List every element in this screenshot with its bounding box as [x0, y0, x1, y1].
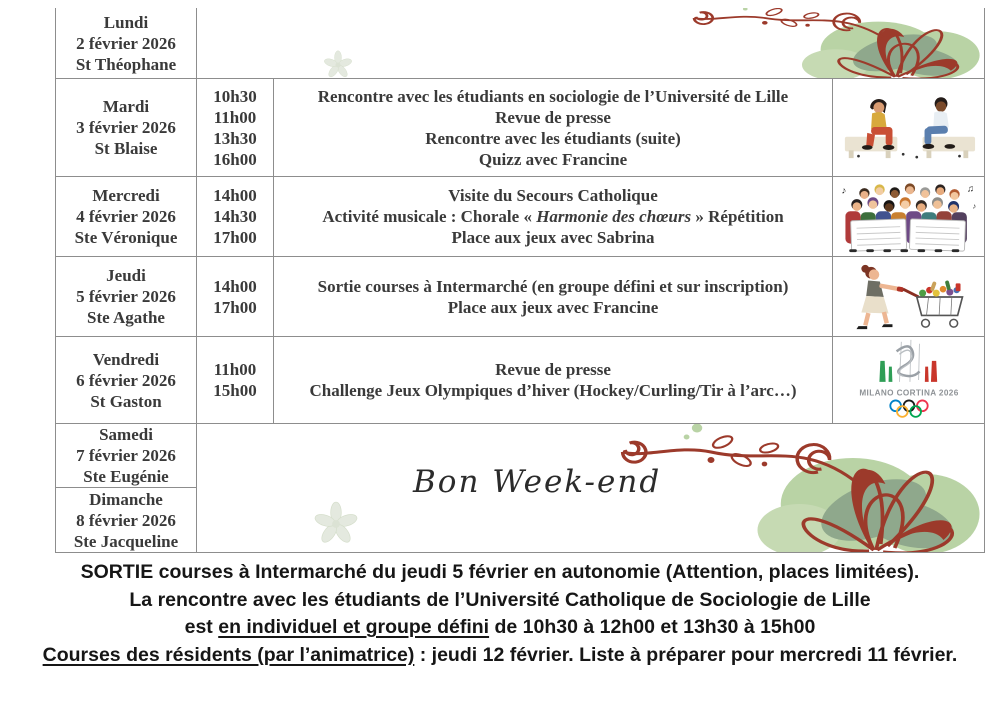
time: 14h00 [213, 276, 257, 296]
note-underlined-text: Courses des résidents (par l’animatrice) [42, 643, 415, 666]
day-cell [56, 424, 196, 488]
day-name: Dimanche [89, 489, 163, 509]
note-line-1: SORTIE courses à Intermarché du jeudi 5 février en autonomie (Attention, places limitées). [80, 561, 920, 583]
note-line-4 [0, 642, 1000, 670]
day-name: Jeudi [106, 266, 146, 285]
red-swirl-flower-icon [525, 424, 984, 552]
day-saint: Ste Jacqueline [73, 531, 179, 551]
activities-cell [274, 257, 833, 336]
weekend-day-column [56, 424, 197, 552]
activity: Visite du Secours Catholique [448, 186, 658, 205]
note-underlined-text: en individuel et groupe défini [218, 616, 490, 638]
activity: Quizz avec Francine [478, 149, 628, 169]
svg-text:♪: ♪ [841, 184, 846, 196]
row-weekend [56, 424, 984, 553]
day-saint: St Blaise [94, 139, 158, 158]
time: 17h00 [213, 228, 257, 247]
activity: Place aux jeux avec Sabrina [451, 228, 655, 247]
row-tuesday [56, 79, 984, 177]
illustration-cell [833, 177, 984, 256]
row-wednesday [56, 177, 984, 257]
note-text: est [184, 616, 219, 638]
day-saint: St Théophane [75, 54, 177, 74]
time: 11h00 [213, 360, 257, 379]
day-date: 3 février 2026 [76, 118, 176, 137]
day-saint: Ste Véronique [74, 228, 178, 247]
pale-star-flower-icon [321, 50, 355, 78]
day-cell [56, 8, 197, 78]
time: 16h00 [213, 149, 257, 169]
activity: Activité musicale : Chorale « Harmonie des chœurs » Répétition [322, 207, 784, 226]
day-saint: Ste Eugénie [83, 467, 169, 486]
activities-cell [274, 79, 833, 176]
choir-singing-illustration [837, 180, 981, 254]
woman-pushing-grocery-cart-illustration [839, 262, 979, 332]
illustration-cell [833, 337, 984, 423]
weekend-message: Bon Week-end [413, 464, 662, 500]
activities-cell [274, 177, 833, 256]
day-date: 2 février 2026 [76, 33, 176, 53]
activity: Revue de presse [495, 107, 611, 127]
day-saint: Ste Agathe [87, 308, 165, 327]
time: 13h30 [213, 128, 257, 148]
activity: Revue de presse [495, 360, 611, 379]
day-cell [56, 177, 197, 256]
day-cell [56, 79, 197, 176]
time: 14h00 [213, 186, 257, 205]
time: 15h00 [213, 381, 257, 400]
milano-cortina-2026-olympic-logo [848, 338, 970, 422]
times-cell [197, 337, 274, 423]
note-text: de 10h30 à 12h00 et 13h30 à 15h00 [489, 616, 816, 638]
footer-notes [0, 559, 1000, 669]
activity: Rencontre avec les étudiants (suite) [425, 128, 681, 148]
svg-text:MILANO CORTINA 2026: MILANO CORTINA 2026 [858, 388, 959, 398]
day-date: 5 février 2026 [76, 287, 176, 306]
activity: Place aux jeux avec Francine [447, 297, 659, 317]
time: 14h30 [213, 207, 257, 226]
svg-text:♫: ♫ [966, 182, 974, 194]
weekend-message-cell [197, 424, 984, 552]
day-name: Mardi [102, 97, 150, 116]
day-name: Mercredi [92, 186, 160, 205]
red-swirl-flower-icon [616, 8, 984, 78]
day-name: Samedi [99, 425, 153, 444]
day-cell [56, 257, 197, 336]
pale-star-flower-icon [313, 500, 359, 548]
illustration-cell [833, 257, 984, 336]
day-cell [56, 488, 196, 552]
day-cell [56, 337, 197, 423]
times-cell [197, 257, 274, 336]
time: 10h30 [213, 86, 257, 106]
times-cell [197, 79, 274, 176]
svg-text:♪: ♪ [972, 200, 976, 210]
note-line-2: La rencontre avec les étudiants de l’Université Catholique de Sociologie de Lille [129, 588, 871, 611]
row-monday [56, 8, 984, 79]
day-name: Lundi [103, 12, 149, 32]
day-date: 6 février 2026 [76, 370, 176, 390]
note-line-3 [0, 614, 1000, 642]
schedule-table [55, 8, 985, 553]
activity: Sortie courses à Intermarché (en groupe défini et sur inscription) [317, 276, 789, 296]
activity: Challenge Jeux Olympiques d’hiver (Hockey/Curling/Tir à l’arc…) [309, 381, 797, 400]
illustration-cell [833, 79, 984, 176]
note-text: : jeudi 12 février. Liste à préparer pour mercredi 11 février. [414, 643, 958, 666]
row-thursday [56, 257, 984, 337]
day-date: 8 février 2026 [76, 510, 176, 530]
day-saint: St Gaston [90, 391, 162, 411]
monday-empty-cell [197, 8, 984, 78]
activities-cell [274, 337, 833, 423]
time: 11h00 [213, 107, 257, 127]
day-date: 7 février 2026 [76, 446, 176, 465]
times-cell [197, 177, 274, 256]
activity: Rencontre avec les étudiants en sociologie de l’Université de Lille [317, 86, 789, 106]
row-friday [56, 337, 984, 424]
time: 17h00 [213, 297, 257, 317]
two-people-conversation-illustration [841, 92, 977, 164]
day-name: Vendredi [92, 349, 160, 369]
day-date: 4 février 2026 [76, 207, 176, 226]
